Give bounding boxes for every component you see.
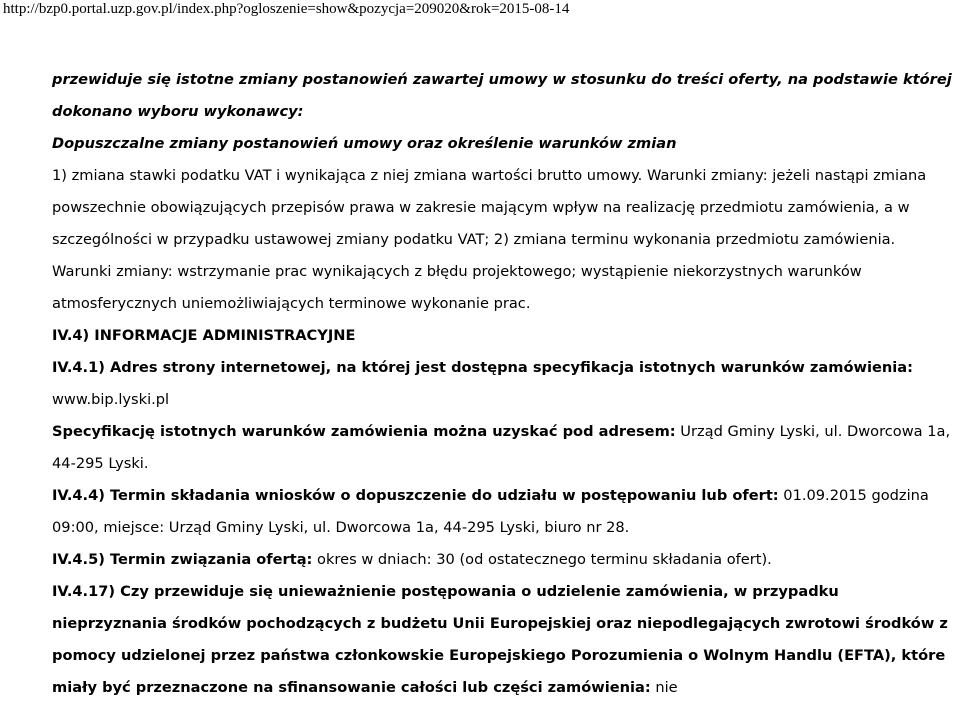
siwz-paragraph [52, 416, 958, 480]
section-heading-iv4: IV.4) INFORMACJE ADMINISTRACYJNE [52, 327, 356, 344]
iv41-label: IV.4.1) Adres strony internetowej, na której jest dostępna specyfikacja istotnych warunków zamówienia: [52, 359, 913, 376]
siwz-address: Urząd Gminy Lyski, ul. Dworcowa 1a, 44-295 Lyski. [52, 423, 951, 472]
notice-content [52, 64, 958, 704]
allowed-changes-heading: Dopuszczalne zmiany postanowień umowy oraz określenie warunków zmian [52, 135, 677, 152]
iv417-paragraph [52, 576, 958, 704]
iv41-website-link[interactable]: www.bip.lyski.pl [52, 391, 170, 408]
iv417-label: IV.4.17) Czy przewiduje się unieważnienie postępowania o udzielenie zamówienia, w przypadku nieprzyznania środków pochodzących z budżetu Unii Europejskiej oraz niepodlegających zwrotowi środków z pomocy udzielonej przez państwa członkowskie Europejskiego Porozumienia o Wolnym Handlu (EFTA), które miały być przeznaczone na sfinansowanie całości lub części zamówienia: [52, 583, 948, 696]
iv44-paragraph [52, 480, 958, 544]
iv417-value: nie [655, 679, 678, 696]
iv44-deadline: 01.09.2015 godzina 09:00, miejsce: Urząd Gminy Lyski, ul. Dworcowa 1a, 44-295 Lyski, biuro nr 28. [52, 487, 929, 536]
changes-description: 1) zmiana stawki podatku VAT i wynikająca z niej zmiana wartości brutto umowy. Warunki zmiany: jeżeli nastąpi zmiana powszechnie obowiązujących przepisów prawa w zakresie mającym wpływ na realizację przedmiotu zamówienia, a w szczególności w przypadku ustawowej zmiany podatku VAT; 2) zmiana terminu wykonania przedmiotu zamówienia. Warunki zmiany: wstrzymanie prac wynikających z błędu projektowego; wystąpienie niekorzystnych warunków atmosferycznych uniemożliwiających terminowe wykonanie prac. [52, 167, 927, 312]
amendments-question: przewiduje się istotne zmiany postanowień zawartej umowy w stosunku do treści oferty, na podstawie której dokonano wyboru wykonawcy: [52, 71, 952, 120]
iv45-label: IV.4.5) Termin związania ofertą: [52, 551, 313, 568]
iv45-paragraph [52, 544, 958, 576]
iv44-label: IV.4.4) Termin składania wniosków o dopuszczenie do udziału w postępowaniu lub ofert: [52, 487, 779, 504]
page-url-header: http://bzp0.portal.uzp.gov.pl/index.php?ogloszenie=show&pozycja=209020&rok=2015-08-14 [3, 1, 570, 17]
iv45-value: okres w dniach: 30 (od ostatecznego terminu składania ofert). [317, 551, 772, 568]
siwz-label: Specyfikację istotnych warunków zamówienia można uzyskać pod adresem: [52, 423, 676, 440]
